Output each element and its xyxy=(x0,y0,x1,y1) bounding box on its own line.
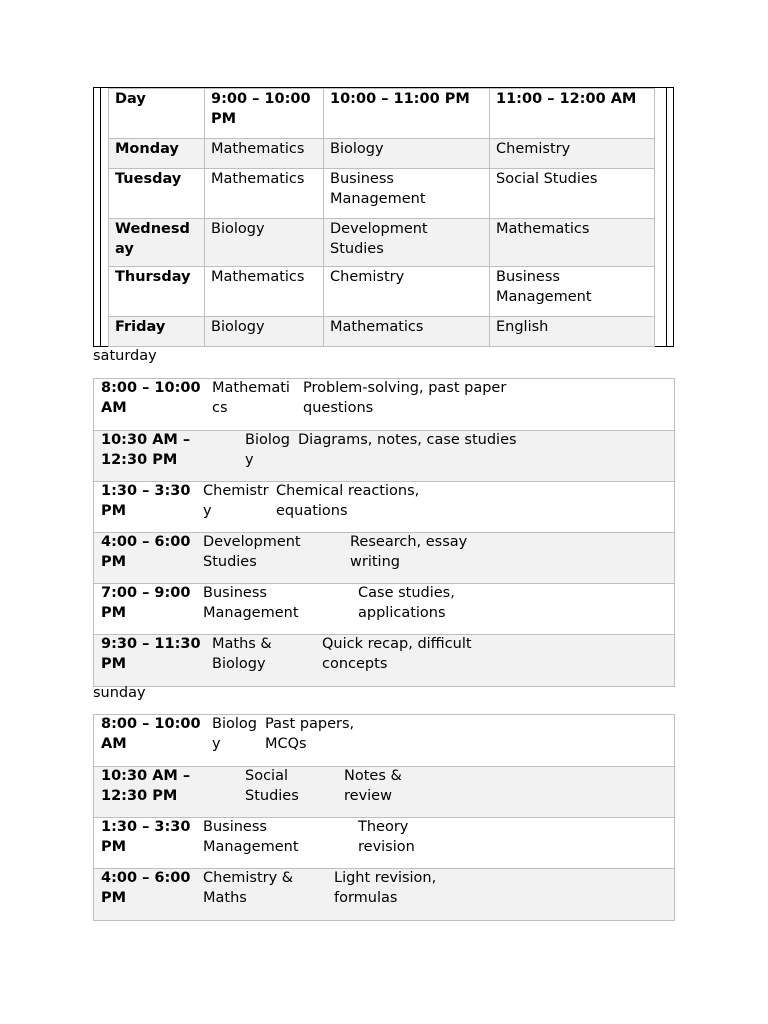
time-cell: 8:00 – 10:00 AM xyxy=(101,716,201,752)
table-row xyxy=(94,431,674,482)
subject-cell: Biology xyxy=(205,219,324,267)
day-cell: Wednesday xyxy=(109,219,205,267)
table-row xyxy=(94,635,674,686)
saturday-label: saturday xyxy=(93,348,157,364)
table-row xyxy=(94,818,674,869)
time-cell: 9:30 – 11:30 PM xyxy=(101,636,201,672)
table-row xyxy=(109,169,655,219)
table-row xyxy=(94,482,674,533)
activity-cell: Past papers, MCQs xyxy=(265,716,355,752)
sunday-timetable xyxy=(93,714,675,921)
table-row xyxy=(94,869,674,920)
time-cell: 7:00 – 9:00 PM xyxy=(101,585,191,621)
activity-cell: Diagrams, notes, case studies xyxy=(298,432,517,448)
header-cell: Day xyxy=(109,89,205,139)
day-cell: Monday xyxy=(109,139,205,169)
subject-cell: Biology xyxy=(245,432,290,468)
header-cell: 9:00 – 10:00 PM xyxy=(205,89,324,139)
activity-cell: Case studies, applications xyxy=(358,585,455,621)
time-cell: 10:30 AM – 12:30 PM xyxy=(101,432,191,468)
weekday-timetable xyxy=(108,88,655,347)
sunday-label: sunday xyxy=(93,685,146,701)
subject-cell: Mathematics xyxy=(212,380,290,416)
subject-cell: Mathematics xyxy=(490,219,655,267)
activity-cell: Research, essay writing xyxy=(350,534,468,570)
table-row xyxy=(94,715,674,767)
table-row xyxy=(94,379,674,431)
subject-cell: Business Management xyxy=(324,169,490,219)
subject-cell: Mathematics xyxy=(205,267,324,317)
table-row xyxy=(94,767,674,818)
subject-cell: English xyxy=(490,317,655,347)
subject-cell: Biology xyxy=(212,716,257,752)
time-cell: 10:30 AM – 12:30 PM xyxy=(101,768,191,804)
time-cell: 8:00 – 10:00 AM xyxy=(101,380,201,416)
table-row xyxy=(109,139,655,169)
activity-cell: Light revision, formulas xyxy=(334,870,437,906)
subject-cell: Business Management xyxy=(203,585,299,621)
subject-cell: Chemistry & Maths xyxy=(203,870,294,906)
subject-cell: Biology xyxy=(324,139,490,169)
time-cell: 1:30 – 3:30 PM xyxy=(101,819,191,855)
subject-cell: Chemistry xyxy=(490,139,655,169)
subject-cell: Development Studies xyxy=(324,219,490,267)
subject-cell: Mathematics xyxy=(324,317,490,347)
activity-cell: Chemical reactions, equations xyxy=(276,483,420,519)
subject-cell: Social Studies xyxy=(490,169,655,219)
activity-cell: Quick recap, difficult concepts xyxy=(322,636,472,672)
header-cell: 11:00 – 12:00 AM xyxy=(490,89,655,139)
day-cell: Tuesday xyxy=(109,169,205,219)
subject-cell: Chemistry xyxy=(324,267,490,317)
subject-cell: Development Studies xyxy=(203,534,301,570)
table-row xyxy=(109,219,655,267)
subject-cell: Chemistry xyxy=(203,483,269,519)
subject-cell: Business Management xyxy=(490,267,655,317)
time-cell: 4:00 – 6:00 PM xyxy=(101,534,191,570)
subject-cell: Mathematics xyxy=(205,169,324,219)
activity-cell: Theory revision xyxy=(358,819,415,855)
subject-cell: Biology xyxy=(205,317,324,347)
day-cell: Thursday xyxy=(109,267,205,317)
activity-cell: Problem-solving, past paper questions xyxy=(303,380,507,416)
subject-cell: Business Management xyxy=(203,819,299,855)
table-row xyxy=(94,584,674,635)
day-cell: Friday xyxy=(109,317,205,347)
subject-cell: Mathematics xyxy=(205,139,324,169)
weekday-header-row xyxy=(109,89,655,139)
table-row xyxy=(109,267,655,317)
table-row xyxy=(94,533,674,584)
table-row xyxy=(109,317,655,347)
time-cell: 4:00 – 6:00 PM xyxy=(101,870,191,906)
subject-cell: Maths & Biology xyxy=(212,636,272,672)
saturday-timetable xyxy=(93,378,675,687)
subject-cell: Social Studies xyxy=(245,768,299,804)
time-cell: 1:30 – 3:30 PM xyxy=(101,483,191,519)
activity-cell: Notes & review xyxy=(344,768,402,804)
header-cell: 10:00 – 11:00 PM xyxy=(324,89,490,139)
